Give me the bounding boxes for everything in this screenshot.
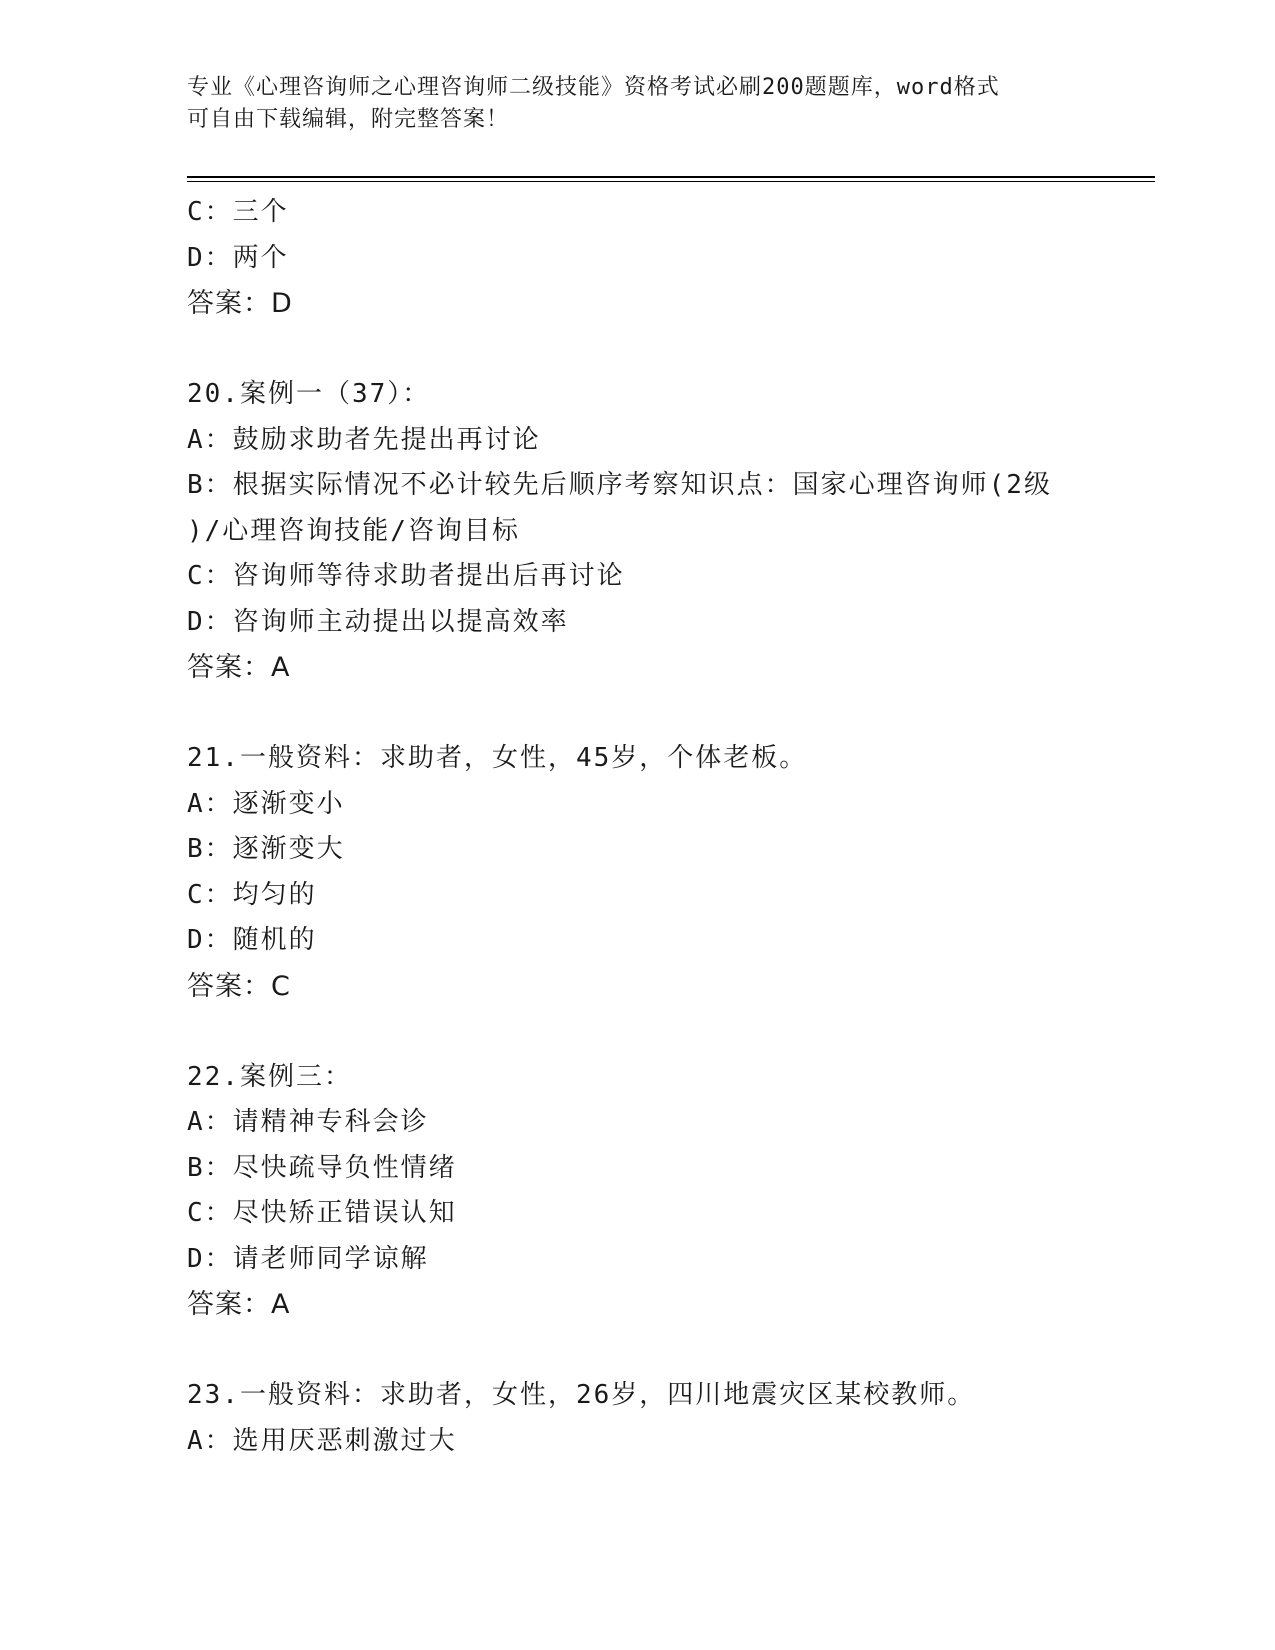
option-c: C：均匀的 [187, 879, 317, 910]
option-a: A：逐渐变小 [187, 788, 345, 819]
header-divider-thin [187, 181, 1155, 182]
question-list [187, 190, 1087, 1464]
option-a: A：请精神专科会诊 [187, 1107, 429, 1137]
header-line-1: 专业《心理咨询师之心理咨询师二级技能》资格考试必刷200题题库，word格式 [187, 75, 1000, 100]
answer-line: 答案：D [187, 288, 293, 319]
question-21 [187, 736, 1087, 1009]
header-divider-thick [187, 176, 1155, 178]
question-stem: 23.一般资料：求助者，女性，26岁，四川地震灾区某校教师。 [187, 1380, 976, 1410]
option-c: C：咨询师等待求助者提出后再讨论 [187, 561, 625, 591]
answer-line: 答案：A [187, 652, 291, 683]
option-c: C：三个 [187, 197, 289, 227]
question-stem: 21.一般资料：求助者，女性，45岁，个体老板。 [187, 743, 808, 773]
option-d: D：咨询师主动提出以提高效率 [187, 606, 569, 637]
question-22 [187, 1055, 1087, 1328]
spacer [187, 327, 1087, 373]
option-d: D：两个 [187, 242, 289, 273]
option-d: D：请老师同学谅解 [187, 1243, 429, 1274]
spacer [187, 1328, 1087, 1374]
option-b: B：尽快疏导负性情绪 [187, 1152, 457, 1183]
question-20 [187, 372, 1087, 691]
question-stem: 20.案例一（37）： [187, 379, 431, 409]
option-a: A：选用厌恶刺激过大 [187, 1425, 457, 1456]
document-header [187, 72, 1087, 136]
spacer [187, 691, 1087, 737]
answer-line: 答案：A [187, 1289, 291, 1320]
question-stem: 22.案例三： [187, 1061, 352, 1092]
header-line-2: 可自由下载编辑，附完整答案！ [187, 107, 510, 132]
question-partial [187, 190, 1087, 327]
option-a: A：鼓励求助者先提出再讨论 [187, 424, 541, 455]
answer-line: 答案：C [187, 970, 291, 1002]
option-c: C：尽快矫正错误认知 [187, 1198, 457, 1228]
question-23 [187, 1373, 1087, 1464]
option-b: B：根据实际情况不必计较先后顺序考察知识点：国家心理咨询师(2级 [187, 470, 1052, 500]
option-b-continuation: )/心理咨询技能/咨询目标 [187, 515, 520, 546]
option-b: B：逐渐变大 [187, 834, 345, 864]
option-d: D：随机的 [187, 925, 317, 955]
spacer [187, 1009, 1087, 1055]
